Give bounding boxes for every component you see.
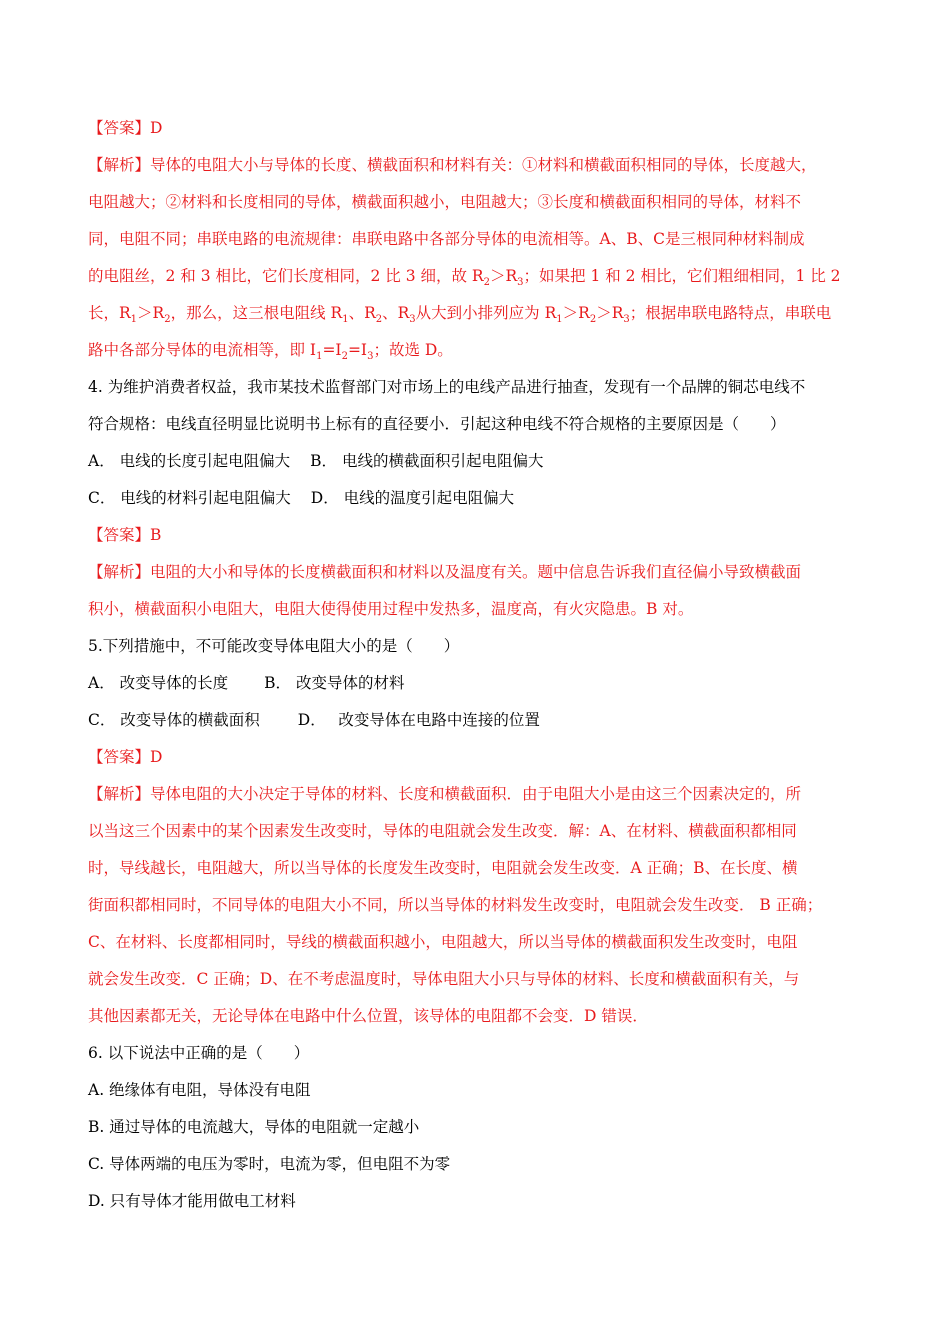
q6-option-b: B. 通过导体的电流越大，导体的电阻就一定越小 xyxy=(88,1118,420,1136)
q3-analysis-line-6 xyxy=(88,332,868,369)
text-fragment: =I xyxy=(322,341,342,359)
q4-option-a: A． 电线的长度引起电阻偏大 xyxy=(88,452,291,470)
q6-option-d: D. 只有导体才能用做电工材料 xyxy=(88,1192,296,1210)
q4-options-ab xyxy=(88,443,868,480)
q5-analysis-line-1 xyxy=(88,776,868,813)
text-fragment: 、R xyxy=(382,304,410,322)
q4-answer-value: B xyxy=(150,526,162,544)
q5-option-d: D． 改变导体在电路中连接的位置 xyxy=(297,711,540,729)
subscript: 2 xyxy=(483,277,490,289)
q5-option-c: C． 改变导体的横截面积 xyxy=(88,711,260,729)
q4-answer xyxy=(88,517,868,554)
text-fragment: ，那么，这三根电阻线 R xyxy=(170,304,343,322)
subscript: 1 xyxy=(556,314,563,326)
text-fragment: ；根据串联电路特点，串联电 xyxy=(629,304,832,322)
q5-analysis-line-4: 街面积都相同时，不同导体的电阻大小不同，所以当导体的材料发生改变时，电阻就会发生改变． B 正确； xyxy=(88,896,823,914)
subscript: 2 xyxy=(341,351,348,363)
document-page xyxy=(88,110,868,1220)
text-fragment: ＞R xyxy=(562,304,590,322)
q4-stem-line-1: 4. 为维护消费者权益，我市某技术监督部门对市场上的电线产品进行抽查，发现有一个品牌的铜芯电线不 xyxy=(88,378,806,396)
text-fragment: =I xyxy=(347,341,368,359)
subscript: 3 xyxy=(517,277,524,289)
subscript: 1 xyxy=(130,314,138,326)
analysis-label: 【解析】 xyxy=(88,563,151,581)
q5-analysis-line-2: 以当这三个因素中的某个因素发生改变时，导体的电阻就会发生改变．解：A、在材料、横截面积都相同 xyxy=(88,822,797,840)
subscript: 1 xyxy=(316,351,323,363)
q5-analysis-line-7: 其他因素都无关，无论导体在电路中什么位置，该导体的电阻都不会变．D 错误． xyxy=(88,1007,648,1025)
q4-option-d: D． 电线的温度引起电阻偏大 xyxy=(310,489,515,507)
answer-label: 【答案】 xyxy=(88,526,151,544)
q5-option-b: B． 改变导体的材料 xyxy=(264,674,405,692)
q5-answer-value: D xyxy=(150,748,163,766)
q3-analysis-line-3: 同，电阻不同；串联电路的电流规律：串联电路中各部分导体的电流相等。A、B、C是三根同种材料制成 xyxy=(88,230,805,248)
text-fragment: 、R xyxy=(348,304,376,322)
q5-options-cd xyxy=(88,702,868,739)
q3-answer-value: D xyxy=(150,119,163,137)
subscript: 1 xyxy=(342,314,349,326)
q4-stem-line-2: 符合规格：电线直径明显比说明书上标有的直径要小．引起这种电线不符合规格的主要原因是（ ） xyxy=(88,415,786,433)
q6-option-a: A. 绝缘体有电阻，导体没有电阻 xyxy=(88,1081,311,1099)
q3-answer xyxy=(88,110,868,147)
q4-analysis-text: 电阻的大小和导体的长度横截面积和材料以及温度有关。题中信息告诉我们直径偏小导致横截面 xyxy=(150,563,802,581)
q4-options-cd xyxy=(88,480,868,517)
q6-stem: 6. 以下说法中正确的是（ ） xyxy=(88,1044,310,1062)
q5-analysis-text: 导体电阻的大小决定于导体的材料、长度和横截面积．由于电阻大小是由这三个因素决定的，所 xyxy=(150,785,802,803)
text-fragment: ；如果把 1 和 2 相比，它们粗细相同，1 比 2 xyxy=(523,267,841,285)
text-fragment: ＞R xyxy=(137,304,165,322)
text-fragment: 从大到小排列应为 R xyxy=(415,304,557,322)
q3-analysis-line-1 xyxy=(88,147,868,184)
text-fragment: ＞R xyxy=(596,304,624,322)
q3-analysis-line-2: 电阻越大；②材料和长度相同的导体，横截面积越小，电阻越大；③长度和横截面积相同的导体，材料不 xyxy=(88,193,802,211)
q4-option-c: C． 电线的材料引起电阻偏大 xyxy=(88,489,291,507)
q5-analysis-line-6: 就会发生改变．C 正确；D、在不考虑温度时，导体电阻大小只与导体的材料、长度和横截面积有关，与 xyxy=(88,970,800,988)
subscript: 3 xyxy=(623,314,630,326)
q5-analysis-line-3: 时，导线越长，电阻越大，所以当导体的长度发生改变时，电阻就会发生改变．A 正确；B、在长度、横 xyxy=(88,859,798,877)
q5-answer xyxy=(88,739,868,776)
answer-label: 【答案】 xyxy=(88,748,151,766)
subscript: 2 xyxy=(375,314,383,326)
q3-analysis-text: 导体的电阻大小与导体的长度、横截面积和材料有关：①材料和横截面积相同的导体，长度越大， xyxy=(150,156,817,174)
q5-analysis-line-5: C、在材料、长度都相同时，导线的横截面积越小，电阻越大，所以当导体的横截面积发生改变时，电阻 xyxy=(88,933,798,951)
q6-option-c: C. 导体两端的电压为零时，电流为零，但电阻不为零 xyxy=(88,1155,451,1173)
answer-label: 【答案】 xyxy=(88,119,151,137)
text-fragment: 路中各部分导体的电流相等，即 I xyxy=(88,341,317,359)
text-fragment: 长，R xyxy=(88,304,131,322)
q5-option-a: A． 改变导体的长度 xyxy=(88,674,229,692)
text-fragment: ＞R xyxy=(489,267,518,285)
subscript: 3 xyxy=(367,351,374,363)
analysis-label: 【解析】 xyxy=(88,156,151,174)
subscript: 2 xyxy=(164,314,171,326)
subscript: 2 xyxy=(589,314,597,326)
q5-stem: 5.下列措施中，不可能改变导体电阻大小的是（ ） xyxy=(88,637,460,655)
q4-option-b: B． 电线的横截面积引起电阻偏大 xyxy=(310,452,544,470)
q4-analysis-line-2: 积小，横截面积小电阻大，电阻大使得使用过程中发热多，温度高，有火灾隐患。B 对。 xyxy=(88,600,694,618)
text-fragment: 的电阻丝，2 和 3 相比，它们长度相同，2 比 3 细，故 R xyxy=(88,267,484,285)
q5-options-ab xyxy=(88,665,868,702)
q3-analysis-line-4 xyxy=(88,258,868,295)
text-fragment: ；故选 D。 xyxy=(373,341,453,359)
q3-analysis-line-5 xyxy=(88,295,868,332)
analysis-label: 【解析】 xyxy=(88,785,151,803)
q4-analysis-line-1 xyxy=(88,554,868,591)
subscript: 3 xyxy=(409,314,416,326)
